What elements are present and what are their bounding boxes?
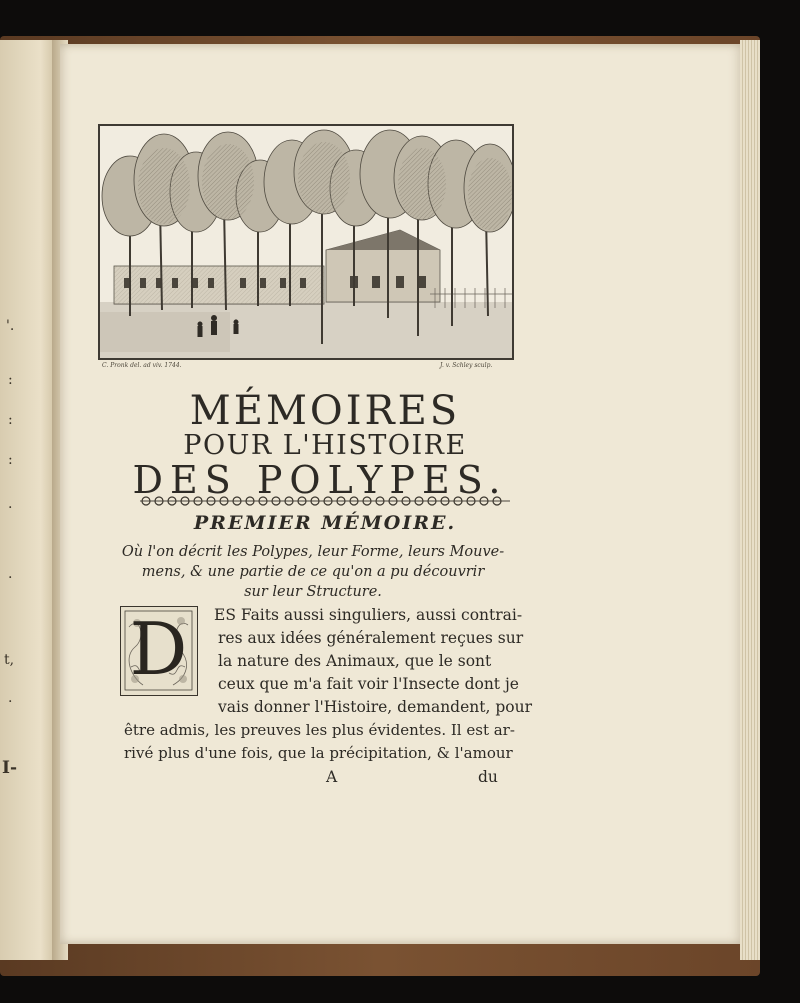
- drop-cap-letter: D: [129, 607, 188, 691]
- body-line: être admis, les preuves les plus évidentes. Il est ar-: [124, 721, 515, 739]
- left-mark: .: [8, 690, 13, 706]
- body-line: la nature des Animaux, que le sont: [218, 652, 492, 670]
- page-edges: [740, 40, 760, 960]
- left-mark: :: [8, 372, 13, 388]
- summary-line: mens, & une partie de ce qu'on a pu découvrir: [141, 564, 485, 580]
- left-mark: '.: [6, 318, 15, 334]
- left-mark: .: [8, 566, 13, 582]
- catchword: du: [478, 768, 498, 786]
- engraving-caption-left: C. Pronk del. ad viv. 1744.: [102, 362, 182, 369]
- body-line: rivé plus d'une fois, que la précipitation, & l'amour: [124, 744, 513, 762]
- title-line-3: DES POLYPES.: [132, 458, 508, 502]
- left-mark: t,: [4, 652, 15, 668]
- title-line-2: POUR L'HISTOIRE: [183, 430, 467, 461]
- body-line: vais donner l'Histoire, demandent, pour: [218, 698, 532, 716]
- body-line: ES Faits aussi singuliers, aussi contrai-: [214, 606, 523, 624]
- summary-line: Où l'on décrit les Polypes, leur Forme, leurs Mouve-: [121, 544, 505, 560]
- signature-mark: A: [326, 768, 338, 786]
- summary-line: sur leur Structure.: [244, 584, 382, 600]
- memoire-heading: PREMIER MÉMOIRE.: [193, 512, 457, 534]
- headpiece-engraving: [98, 124, 514, 360]
- left-mark: I-: [2, 758, 18, 778]
- left-mark: .: [8, 496, 13, 512]
- chapter-summary: [118, 542, 508, 602]
- body-line: ceux que m'a fait voir l'Insecte dont je: [218, 675, 519, 693]
- body-line: res aux idées généralement reçues sur: [218, 629, 524, 647]
- decorated-initial: [120, 606, 198, 696]
- engraving-caption-right: J. v. Schley sculp.: [440, 362, 493, 369]
- title-line-1: MÉMOIRES: [189, 388, 461, 434]
- left-mark: :: [8, 412, 13, 428]
- left-mark: :: [8, 452, 13, 468]
- garden-scene-illustration: [100, 126, 512, 358]
- ornament-rule: [140, 492, 510, 504]
